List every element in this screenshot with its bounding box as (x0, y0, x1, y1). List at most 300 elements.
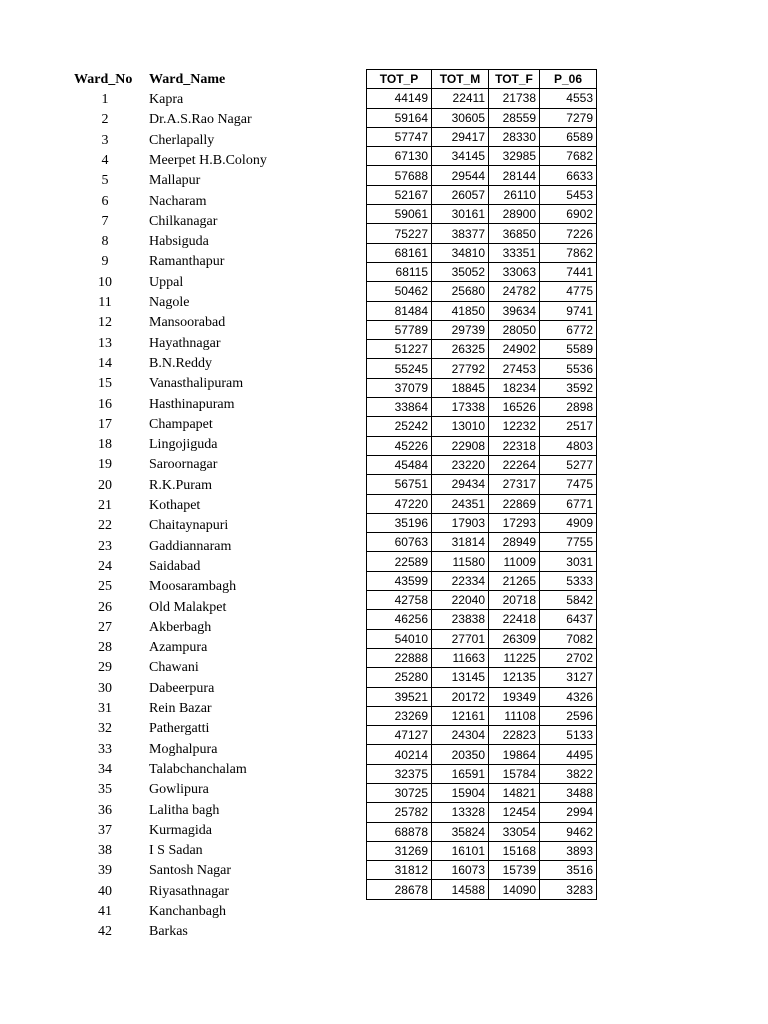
cell-tot-m: 22908 (432, 436, 489, 455)
table-row (367, 455, 597, 474)
ward-name-cell: Uppal (149, 274, 184, 290)
cell-tot-f: 27317 (489, 475, 540, 494)
ward-row (0, 192, 360, 212)
ward-row (0, 821, 360, 841)
cell-tot-m: 34810 (432, 243, 489, 262)
ward-row (0, 435, 360, 455)
table-row (367, 108, 597, 127)
ward-no-cell: 39 (98, 863, 112, 879)
cell-tot-f: 39634 (489, 301, 540, 320)
cell-tot-p: 22888 (367, 648, 432, 667)
ward-name-cell: Barkas (149, 924, 188, 940)
table-row (367, 552, 597, 571)
cell-tot-p: 25242 (367, 417, 432, 436)
cell-tot-m: 16591 (432, 764, 489, 783)
cell-p-06: 5453 (540, 185, 597, 204)
table-row (367, 147, 597, 166)
cell-tot-m: 26057 (432, 185, 489, 204)
cell-tot-m: 13010 (432, 417, 489, 436)
cell-tot-m: 41850 (432, 301, 489, 320)
ward-row (0, 760, 360, 780)
ward-row (0, 374, 360, 394)
ward-name-cell: Dabeerpura (149, 680, 215, 696)
ward-no-cell: 16 (98, 396, 112, 412)
ward-no-cell: 26 (98, 599, 112, 615)
table-row (367, 591, 597, 610)
ward-no-cell: 40 (98, 883, 112, 899)
ward-row (0, 882, 360, 902)
ward-no-cell: 11 (98, 295, 112, 310)
ward-row (0, 861, 360, 881)
cell-tot-m: 24304 (432, 726, 489, 745)
cell-tot-p: 33864 (367, 398, 432, 417)
ward-name-cell: Talabchanchalam (149, 761, 247, 777)
ward-row (0, 354, 360, 374)
cell-tot-m: 23220 (432, 455, 489, 474)
cell-tot-p: 23269 (367, 706, 432, 725)
cell-tot-p: 31812 (367, 861, 432, 880)
cell-tot-f: 15784 (489, 764, 540, 783)
ward-row (0, 699, 360, 719)
cell-p-06: 4909 (540, 513, 597, 532)
ward-no-cell: 13 (98, 335, 112, 351)
ward-row (0, 476, 360, 496)
cell-tot-f: 12454 (489, 803, 540, 822)
cell-p-06: 7755 (540, 533, 597, 552)
cell-tot-p: 59061 (367, 205, 432, 224)
cell-p-06: 7682 (540, 147, 597, 166)
ward-row (0, 557, 360, 577)
ward-no-cell: 30 (98, 680, 112, 696)
cell-tot-m: 22040 (432, 591, 489, 610)
ward-row (0, 719, 360, 739)
cell-tot-f: 22823 (489, 726, 540, 745)
ward-row (0, 679, 360, 699)
ward-name-cell: B.N.Reddy (149, 355, 212, 371)
ward-name-cell: Kothapet (149, 498, 201, 513)
cell-tot-m: 27701 (432, 629, 489, 648)
ward-no-cell: 15 (98, 376, 112, 392)
cell-tot-m: 11663 (432, 648, 489, 667)
ward-no-cell: 6 (101, 193, 109, 209)
ward-no-cell: 2 (101, 112, 109, 128)
ward-name-cell: Mansoorabad (149, 315, 226, 331)
ward-no-cell: 23 (98, 538, 112, 554)
table-row (367, 243, 597, 262)
cell-tot-p: 31269 (367, 841, 432, 860)
cell-tot-p: 67130 (367, 147, 432, 166)
cell-p-06: 7082 (540, 629, 597, 648)
ward-no-cell: 38 (98, 843, 112, 859)
ward-row (0, 496, 360, 516)
ward-row (0, 293, 360, 313)
cell-tot-m: 11580 (432, 552, 489, 571)
cell-tot-f: 20718 (489, 591, 540, 610)
ward-name-cell: Kapra (149, 92, 184, 107)
table-row (367, 706, 597, 725)
ward-no-cell: 31 (98, 701, 112, 716)
cell-tot-p: 45226 (367, 436, 432, 455)
header-tot-m: TOT_M (432, 70, 489, 89)
cell-tot-m: 30161 (432, 205, 489, 224)
cell-tot-p: 37079 (367, 378, 432, 397)
ward-no-cell: 8 (101, 234, 109, 250)
header-tot-f: TOT_F (489, 70, 540, 89)
cell-tot-p: 44149 (367, 89, 432, 108)
ward-no-cell: 3 (101, 132, 109, 148)
cell-tot-m: 29417 (432, 127, 489, 146)
table-row (367, 726, 597, 745)
cell-tot-m: 30605 (432, 108, 489, 127)
cell-tot-f: 32985 (489, 147, 540, 166)
cell-tot-f: 11009 (489, 552, 540, 571)
cell-tot-f: 26309 (489, 629, 540, 648)
table-row (367, 262, 597, 281)
table-row (367, 494, 597, 513)
ward-no-cell: 41 (98, 904, 112, 919)
cell-tot-f: 16526 (489, 398, 540, 417)
ward-row (0, 516, 360, 536)
cell-tot-p: 59164 (367, 108, 432, 127)
cell-p-06: 3031 (540, 552, 597, 571)
ward-no-cell: 12 (98, 315, 112, 331)
cell-tot-p: 28678 (367, 880, 432, 899)
ward-row (0, 313, 360, 333)
ward-row (0, 110, 360, 130)
header-tot-p: TOT_P (367, 70, 432, 89)
ward-row (0, 638, 360, 658)
cell-p-06: 6771 (540, 494, 597, 513)
cell-p-06: 6772 (540, 320, 597, 339)
ward-row (0, 902, 360, 922)
cell-p-06: 3822 (540, 764, 597, 783)
ward-no-cell: 17 (98, 416, 112, 432)
table-row (367, 783, 597, 802)
ward-no-cell: 42 (98, 924, 112, 940)
ward-name-cell: Riyasathnagar (149, 883, 230, 899)
ward-row (0, 252, 360, 272)
cell-tot-p: 25782 (367, 803, 432, 822)
ward-name-cell: Vanasthalipuram (149, 376, 244, 392)
ward-name-cell: Mallapur (149, 173, 201, 189)
cell-p-06: 3893 (540, 841, 597, 860)
cell-tot-f: 36850 (489, 224, 540, 243)
ward-row (0, 922, 360, 942)
cell-p-06: 5333 (540, 571, 597, 590)
cell-tot-m: 14588 (432, 880, 489, 899)
ward-row (0, 780, 360, 800)
table-row (367, 687, 597, 706)
ward-row (0, 801, 360, 821)
table-row (367, 89, 597, 108)
ward-name-cell: Cherlapally (149, 132, 215, 148)
cell-p-06: 7279 (540, 108, 597, 127)
cell-p-06: 4803 (540, 436, 597, 455)
ward-no-cell: 10 (98, 274, 112, 290)
table-row (367, 610, 597, 629)
cell-tot-f: 22318 (489, 436, 540, 455)
cell-p-06: 7862 (540, 243, 597, 262)
cell-p-06: 3516 (540, 861, 597, 880)
cell-tot-p: 57688 (367, 166, 432, 185)
cell-tot-m: 23838 (432, 610, 489, 629)
table-row (367, 359, 597, 378)
cell-p-06: 5842 (540, 591, 597, 610)
table-row (367, 803, 597, 822)
cell-tot-f: 18234 (489, 378, 540, 397)
table-row (367, 764, 597, 783)
ward-row (0, 618, 360, 638)
ward-name-cell: Kurmagida (149, 822, 212, 838)
cell-tot-m: 22411 (432, 89, 489, 108)
table-row (367, 841, 597, 860)
cell-p-06: 7441 (540, 262, 597, 281)
table-row (367, 533, 597, 552)
cell-tot-f: 28949 (489, 533, 540, 552)
cell-tot-m: 29434 (432, 475, 489, 494)
table-row (367, 861, 597, 880)
ward-row (0, 171, 360, 191)
cell-p-06: 3592 (540, 378, 597, 397)
cell-tot-m: 12161 (432, 706, 489, 725)
cell-tot-p: 50462 (367, 282, 432, 301)
cell-tot-p: 40214 (367, 745, 432, 764)
cell-tot-p: 68878 (367, 822, 432, 841)
cell-tot-p: 57789 (367, 320, 432, 339)
ward-row (0, 598, 360, 618)
cell-tot-f: 21265 (489, 571, 540, 590)
table-body (367, 89, 597, 899)
table-row (367, 398, 597, 417)
ward-no-cell: 36 (98, 802, 112, 818)
ward-no-cell: 4 (101, 152, 109, 168)
cell-tot-f: 19864 (489, 745, 540, 764)
ward-row (0, 841, 360, 861)
cell-tot-f: 12135 (489, 668, 540, 687)
cell-p-06: 9741 (540, 301, 597, 320)
ward-name-cell: Lalitha bagh (149, 802, 220, 818)
cell-tot-m: 31814 (432, 533, 489, 552)
ward-name-cell: Kanchanbagh (149, 904, 226, 919)
cell-p-06: 3488 (540, 783, 597, 802)
header-p-06: P_06 (540, 70, 597, 89)
cell-tot-m: 20172 (432, 687, 489, 706)
cell-tot-p: 55245 (367, 359, 432, 378)
ward-name-cell: Ramanthapur (149, 254, 225, 270)
cell-tot-m: 16101 (432, 841, 489, 860)
cell-tot-m: 15904 (432, 783, 489, 802)
cell-p-06: 4775 (540, 282, 597, 301)
table-row (367, 475, 597, 494)
ward-no-cell: 33 (98, 741, 112, 757)
ward-no-cell: 27 (98, 619, 112, 635)
cell-tot-f: 22264 (489, 455, 540, 474)
cell-tot-f: 17293 (489, 513, 540, 532)
table-row (367, 417, 597, 436)
cell-p-06: 3283 (540, 880, 597, 899)
ward-name-cell: Saidabad (149, 558, 201, 574)
ward-name-cell: Moosarambagh (149, 579, 237, 595)
ward-no-cell: 29 (98, 660, 112, 676)
ward-row (0, 151, 360, 171)
cell-tot-p: 75227 (367, 224, 432, 243)
cell-p-06: 5133 (540, 726, 597, 745)
cell-tot-m: 17338 (432, 398, 489, 417)
cell-tot-f: 24902 (489, 340, 540, 359)
cell-tot-p: 43599 (367, 571, 432, 590)
cell-tot-p: 39521 (367, 687, 432, 706)
cell-p-06: 4495 (540, 745, 597, 764)
cell-tot-p: 47127 (367, 726, 432, 745)
cell-tot-f: 28050 (489, 320, 540, 339)
cell-tot-f: 14821 (489, 783, 540, 802)
ward-name-header: Ward_Name (149, 72, 226, 87)
ward-no-cell: 18 (98, 437, 112, 453)
ward-name-cell: Lingojiguda (149, 437, 218, 453)
ward-no-cell: 20 (98, 477, 112, 493)
table-header-row (367, 70, 597, 89)
cell-tot-m: 29739 (432, 320, 489, 339)
ward-name-cell: Habsiguda (149, 234, 209, 250)
cell-tot-m: 26325 (432, 340, 489, 359)
table-row (367, 282, 597, 301)
cell-tot-m: 25680 (432, 282, 489, 301)
cell-p-06: 3127 (540, 668, 597, 687)
table-row (367, 436, 597, 455)
cell-tot-f: 28144 (489, 166, 540, 185)
cell-p-06: 7226 (540, 224, 597, 243)
ward-no-cell: 35 (98, 782, 112, 798)
ward-row (0, 212, 360, 232)
ward-name-cell: Gowlipura (149, 782, 209, 798)
cell-tot-f: 15168 (489, 841, 540, 860)
cell-tot-p: 25280 (367, 668, 432, 687)
ward-name-cell: Akberbagh (149, 619, 212, 635)
cell-tot-f: 19349 (489, 687, 540, 706)
cell-tot-p: 30725 (367, 783, 432, 802)
cell-tot-f: 27453 (489, 359, 540, 378)
ward-no-cell: 1 (101, 92, 109, 107)
cell-tot-p: 81484 (367, 301, 432, 320)
ward-name-cell: Hasthinapuram (149, 396, 235, 412)
ward-name-cell: Chawani (149, 660, 199, 676)
cell-p-06: 2596 (540, 706, 597, 725)
table-row (367, 629, 597, 648)
table-row (367, 127, 597, 146)
cell-tot-m: 16073 (432, 861, 489, 880)
cell-tot-f: 15739 (489, 861, 540, 880)
ward-row (0, 90, 360, 110)
cell-tot-p: 52167 (367, 185, 432, 204)
table-row (367, 745, 597, 764)
table-row (367, 822, 597, 841)
ward-no-cell: 24 (98, 558, 112, 574)
cell-tot-m: 35052 (432, 262, 489, 281)
cell-tot-m: 22334 (432, 571, 489, 590)
cell-p-06: 2702 (540, 648, 597, 667)
cell-tot-m: 20350 (432, 745, 489, 764)
ward-no-cell: 21 (98, 498, 112, 513)
table-row (367, 301, 597, 320)
cell-tot-f: 11108 (489, 706, 540, 725)
cell-p-06: 6589 (540, 127, 597, 146)
ward-name-cell: Champapet (149, 416, 213, 432)
cell-tot-m: 35824 (432, 822, 489, 841)
cell-p-06: 9462 (540, 822, 597, 841)
cell-tot-p: 68161 (367, 243, 432, 262)
cell-p-06: 7475 (540, 475, 597, 494)
cell-tot-f: 33054 (489, 822, 540, 841)
cell-tot-p: 57747 (367, 127, 432, 146)
cell-tot-p: 22589 (367, 552, 432, 571)
cell-tot-m: 29544 (432, 166, 489, 185)
table-row (367, 205, 597, 224)
ward-no-cell: 32 (98, 721, 112, 737)
cell-tot-f: 22869 (489, 494, 540, 513)
ward-no-cell: 34 (98, 761, 112, 777)
cell-tot-p: 51227 (367, 340, 432, 359)
cell-tot-m: 34145 (432, 147, 489, 166)
ward-no-cell: 25 (98, 579, 112, 595)
cell-tot-p: 60763 (367, 533, 432, 552)
ward-name-cell: Dr.A.S.Rao Nagar (149, 112, 252, 128)
ward-no-header: Ward_No (74, 72, 133, 87)
table-row (367, 880, 597, 899)
ward-name-cell: Nagole (149, 295, 190, 310)
table-row (367, 224, 597, 243)
cell-p-06: 5277 (540, 455, 597, 474)
ward-name-cell: Gaddiannaram (149, 538, 232, 554)
cell-tot-f: 22418 (489, 610, 540, 629)
ward-no-cell: 19 (98, 457, 112, 473)
table-row (367, 340, 597, 359)
cell-tot-p: 54010 (367, 629, 432, 648)
cell-p-06: 6633 (540, 166, 597, 185)
ward-row (0, 334, 360, 354)
ward-row (0, 395, 360, 415)
cell-p-06: 2517 (540, 417, 597, 436)
cell-tot-f: 28559 (489, 108, 540, 127)
cell-p-06: 5589 (540, 340, 597, 359)
table-row (367, 378, 597, 397)
cell-tot-p: 42758 (367, 591, 432, 610)
ward-row (0, 658, 360, 678)
ward-name-cell: Hayathnagar (149, 335, 221, 351)
cell-p-06: 2994 (540, 803, 597, 822)
cell-tot-m: 27792 (432, 359, 489, 378)
ward-no-cell: 14 (98, 355, 112, 371)
ward-row (0, 415, 360, 435)
cell-tot-f: 33063 (489, 262, 540, 281)
cell-tot-m: 24351 (432, 494, 489, 513)
ward-name-cell: Nacharam (149, 193, 207, 209)
ward-row (0, 232, 360, 252)
ward-no-cell: 7 (101, 213, 109, 229)
cell-tot-m: 13145 (432, 668, 489, 687)
cell-tot-f: 24782 (489, 282, 540, 301)
cell-tot-p: 35196 (367, 513, 432, 532)
table-row (367, 185, 597, 204)
ward-no-cell: 5 (101, 173, 109, 189)
ward-row (0, 740, 360, 760)
ward-name-cell: Moghalpura (149, 741, 218, 757)
cell-tot-p: 45484 (367, 455, 432, 474)
ward-name-cell: Saroornagar (149, 457, 218, 473)
ward-name-cell: Chaitaynapuri (149, 518, 229, 534)
ward-name-cell: Chilkanagar (149, 213, 218, 229)
cell-p-06: 4553 (540, 89, 597, 108)
cell-p-06: 2898 (540, 398, 597, 417)
